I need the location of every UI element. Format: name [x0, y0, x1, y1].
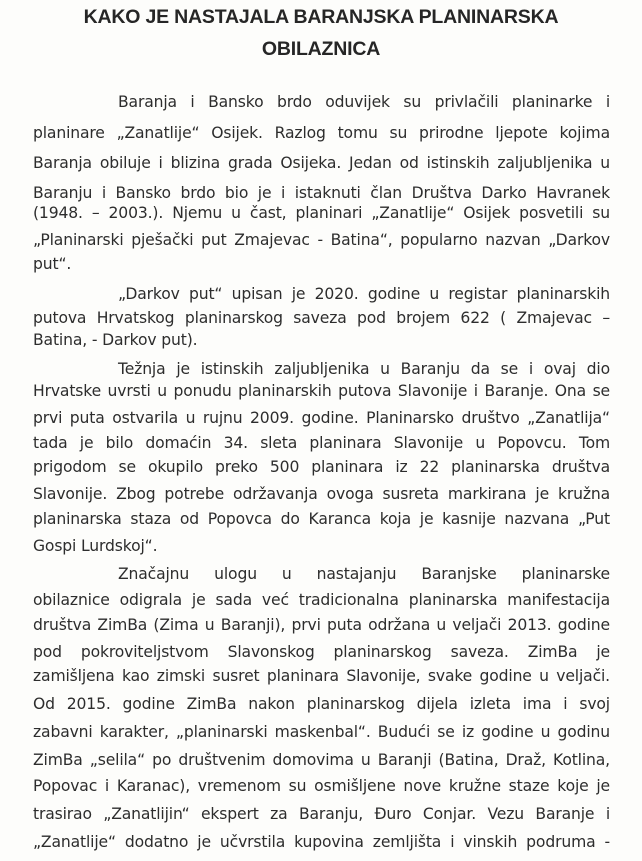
paragraph-1-line-4: Baranju i Bansko brdo bio je i istaknuti član Društva Darko Havranek — [33, 184, 610, 202]
paragraph-3-line-3: prvi puta ostvarila u rujnu 2009. godine. Planinarsko društvo „Zanatlija“ — [33, 409, 610, 427]
paragraph-4-line-2: obilaznice odigrala je sada već tradicionalna planinarska manifestacija — [33, 591, 610, 609]
paragraph-4-line-11: „Zanatlije“ dodatno je učvrstila kupovina zemljišta i vinskih podruma - — [33, 833, 610, 851]
paragraph-4-line-7: zabavni karakter, „planinarski maskenbal“. Budući se iz godine u godinu — [33, 723, 610, 741]
paragraph-4-line-6: Od 2015. godine ZimBa nakon planinarskog dijela izleta ima i svoj — [33, 695, 610, 713]
paragraph-3-line-1: Težnja je istinskih zaljubljenika u Baranju da se i ovaj dio — [118, 360, 610, 378]
paragraph-4-line-8: ZimBa „selila“ po društvenim domovima u Baranji (Batina, Draž, Kotlina, — [33, 751, 610, 769]
paragraph-1-line-5: (1948. – 2003.). Njemu u čast, planinari „Zanatlije“ Osijek posvetili su — [33, 204, 610, 222]
paragraph-1-line-2: planinare „Zanatlije“ Osijek. Razlog tomu su prirodne ljepote kojima — [33, 124, 610, 142]
paragraph-4-line-3: društva ZimBa (Zima u Baranji), prvi puta održana u veljači 2013. godine — [33, 616, 610, 634]
paragraph-3-line-5: prigodom se okupilo preko 500 planinara iz 22 planinarska društva — [33, 458, 610, 476]
paragraph-4-line-5: zamišljena kao zimski susret planinara Slavonije, svake godine u veljači. — [33, 667, 610, 685]
paragraph-4-line-10: trasirao „Zanatlijin“ ekspert za Baranju, Đuro Conjar. Vezu Baranje i — [33, 805, 610, 823]
paragraph-4-line-9: Popovac i Karanac), vremenom su osmišljene nove kružne staze koje je — [33, 777, 610, 795]
paragraph-1-line-3: Baranja obiluje i blizina grada Osijeka. Jedan od istinskih zaljubljenika u — [33, 154, 610, 172]
paragraph-2-line-3: Batina, - Darkov put). — [33, 331, 198, 349]
paragraph-3-line-4: tada je bilo domaćin 34. sleta planinara Slavonije u Popovcu. Tom — [33, 434, 610, 452]
paragraph-1-line-7: put“. — [33, 255, 72, 273]
document-title-line-2: OBILAZNICA — [261, 38, 381, 60]
paragraph-4-line-4: pod pokroviteljstvom Slavonskog planinarskog saveza. ZimBa je — [33, 643, 610, 661]
paragraph-3-line-8: Gospi Lurdskoj“. — [33, 537, 158, 555]
paragraph-3-line-6: Slavonije. Zbog potrebe održavanja ovoga susreta markirana je kružna — [33, 485, 610, 503]
paragraph-3-line-7: planinarska staza od Popovca do Karanca koja je kasnije nazvana „Put — [33, 510, 610, 528]
paragraph-2-line-1: „Darkov put“ upisan je 2020. godine u registar planinarskih — [118, 285, 610, 303]
paragraph-1-line-1: Baranja i Bansko brdo oduvijek su privlačili planinarke i — [118, 93, 610, 111]
paragraph-1-line-6: „Planinarski pješački put Zmajevac - Batina“, popularno nazvan „Darkov — [33, 231, 610, 249]
paragraph-3-line-2: Hrvatske uvrsti u ponudu planinarskih putova Slavonije i Baranje. Ona se — [33, 382, 610, 400]
paragraph-4-line-1: Značajnu ulogu u nastajanju Baranjske planinarske — [118, 565, 610, 583]
paragraph-2-line-2: putova Hrvatskog planinarskog saveza pod brojem 622 ( Zmajevac – — [33, 309, 610, 327]
document-title-line-1: KAKO JE NASTAJALA BARANJSKA PLANINARSKA — [83, 6, 559, 28]
